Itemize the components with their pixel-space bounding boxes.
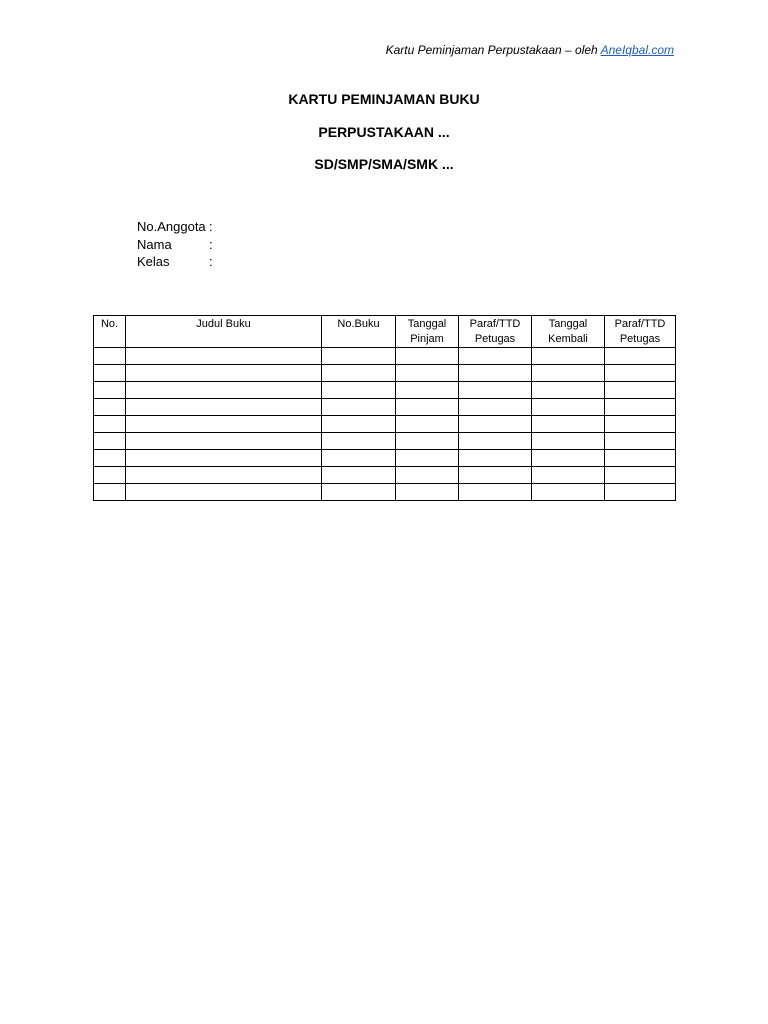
table-cell — [459, 382, 532, 399]
table-cell — [126, 467, 322, 484]
page-header — [386, 43, 674, 57]
table-row — [94, 433, 676, 450]
table-cell — [532, 450, 605, 467]
table-row — [94, 399, 676, 416]
school-name: SD/SMP/SMA/SMK ... — [314, 156, 454, 172]
table-cell — [126, 450, 322, 467]
table-cell — [126, 433, 322, 450]
table-cell — [605, 348, 676, 365]
table-cell — [396, 450, 459, 467]
table-cell — [459, 365, 532, 382]
card-title: KARTU PEMINJAMAN BUKU — [288, 91, 480, 107]
table-cell — [459, 416, 532, 433]
table-row — [94, 450, 676, 467]
table-row — [94, 382, 676, 399]
table-cell — [605, 467, 676, 484]
table-row — [94, 416, 676, 433]
table-cell — [396, 467, 459, 484]
table-cell — [94, 416, 126, 433]
table-cell — [459, 450, 532, 467]
col-header-return-signature — [605, 316, 676, 348]
table-cell — [396, 416, 459, 433]
table-cell — [605, 416, 676, 433]
table-cell — [396, 382, 459, 399]
table-cell — [459, 399, 532, 416]
table-cell — [396, 365, 459, 382]
table-cell — [532, 348, 605, 365]
col-header-book-title-line1: Judul Buku — [196, 318, 251, 330]
member-number-colon: : — [209, 219, 213, 234]
table-cell — [322, 484, 396, 501]
table-row — [94, 365, 676, 382]
table-cell — [322, 399, 396, 416]
table-cell — [459, 348, 532, 365]
table-cell — [126, 399, 322, 416]
table-cell — [322, 450, 396, 467]
member-class-row — [137, 253, 223, 271]
col-header-borrow-date-line1: Tanggal — [407, 318, 447, 330]
table-cell — [532, 433, 605, 450]
table-row — [94, 467, 676, 484]
col-header-no-line1: No. — [100, 318, 119, 330]
table-cell — [396, 399, 459, 416]
table-cell — [322, 365, 396, 382]
table-cell — [94, 484, 126, 501]
table-cell — [605, 450, 676, 467]
table-cell — [459, 484, 532, 501]
table-cell — [94, 450, 126, 467]
table-cell — [532, 416, 605, 433]
table-cell — [94, 433, 126, 450]
table-cell — [532, 467, 605, 484]
table-cell — [396, 348, 459, 365]
member-name-row — [137, 236, 223, 254]
member-number-label: No.Anggota — [137, 219, 206, 234]
table-cell — [605, 399, 676, 416]
header-text: Kartu Peminjaman Perpustakaan – oleh — [385, 43, 601, 57]
member-name-label: Nama — [137, 236, 172, 252]
table-cell — [532, 399, 605, 416]
header-link[interactable]: AneIqbal.com — [600, 43, 674, 57]
table-row — [94, 484, 676, 501]
table-cell — [459, 467, 532, 484]
col-header-return-signature-line1: Paraf/TTD — [614, 318, 666, 330]
col-header-borrow-date — [396, 316, 459, 348]
col-header-return-date — [532, 316, 605, 348]
table-cell — [396, 484, 459, 501]
table-cell — [126, 348, 322, 365]
col-header-borrow-signature-line2: Petugas — [474, 333, 516, 345]
table-cell — [396, 433, 459, 450]
col-header-book-number — [322, 316, 396, 348]
table-cell — [94, 399, 126, 416]
table-cell — [322, 433, 396, 450]
col-header-borrow-signature — [459, 316, 532, 348]
table-cell — [605, 365, 676, 382]
table-cell — [532, 484, 605, 501]
table-cell — [322, 348, 396, 365]
table-cell — [459, 433, 532, 450]
table-cell — [322, 416, 396, 433]
table-cell — [322, 467, 396, 484]
member-class-colon: : — [209, 254, 213, 269]
member-name-colon: : — [209, 236, 213, 252]
table-cell — [94, 348, 126, 365]
table-cell — [126, 365, 322, 382]
table-cell — [532, 365, 605, 382]
loan-table — [93, 315, 676, 501]
table-cell — [532, 382, 605, 399]
table-cell — [605, 382, 676, 399]
table-row — [94, 348, 676, 365]
table-header-row — [94, 316, 676, 348]
member-number-row — [137, 218, 223, 236]
col-header-book-title — [126, 316, 322, 348]
table-cell — [126, 416, 322, 433]
table-cell — [605, 433, 676, 450]
col-header-borrow-signature-line1: Paraf/TTD — [469, 318, 521, 330]
library-name: PERPUSTAKAAN ... — [318, 124, 450, 140]
table-cell — [605, 484, 676, 501]
table-cell — [94, 365, 126, 382]
table-cell — [126, 382, 322, 399]
col-header-return-date-line1: Tanggal — [548, 318, 588, 330]
col-header-return-date-line2: Kembali — [548, 333, 588, 345]
table-cell — [322, 382, 396, 399]
col-header-book-number-line1: No.Buku — [337, 318, 380, 330]
table-cell — [94, 382, 126, 399]
loan-table-body — [94, 348, 676, 501]
col-header-borrow-date-line2: Pinjam — [410, 333, 444, 345]
table-cell — [126, 484, 322, 501]
member-class-label: Kelas — [137, 254, 170, 269]
col-header-return-signature-line2: Petugas — [619, 333, 661, 345]
table-cell — [94, 467, 126, 484]
col-header-no — [94, 316, 126, 348]
member-info — [137, 218, 223, 271]
